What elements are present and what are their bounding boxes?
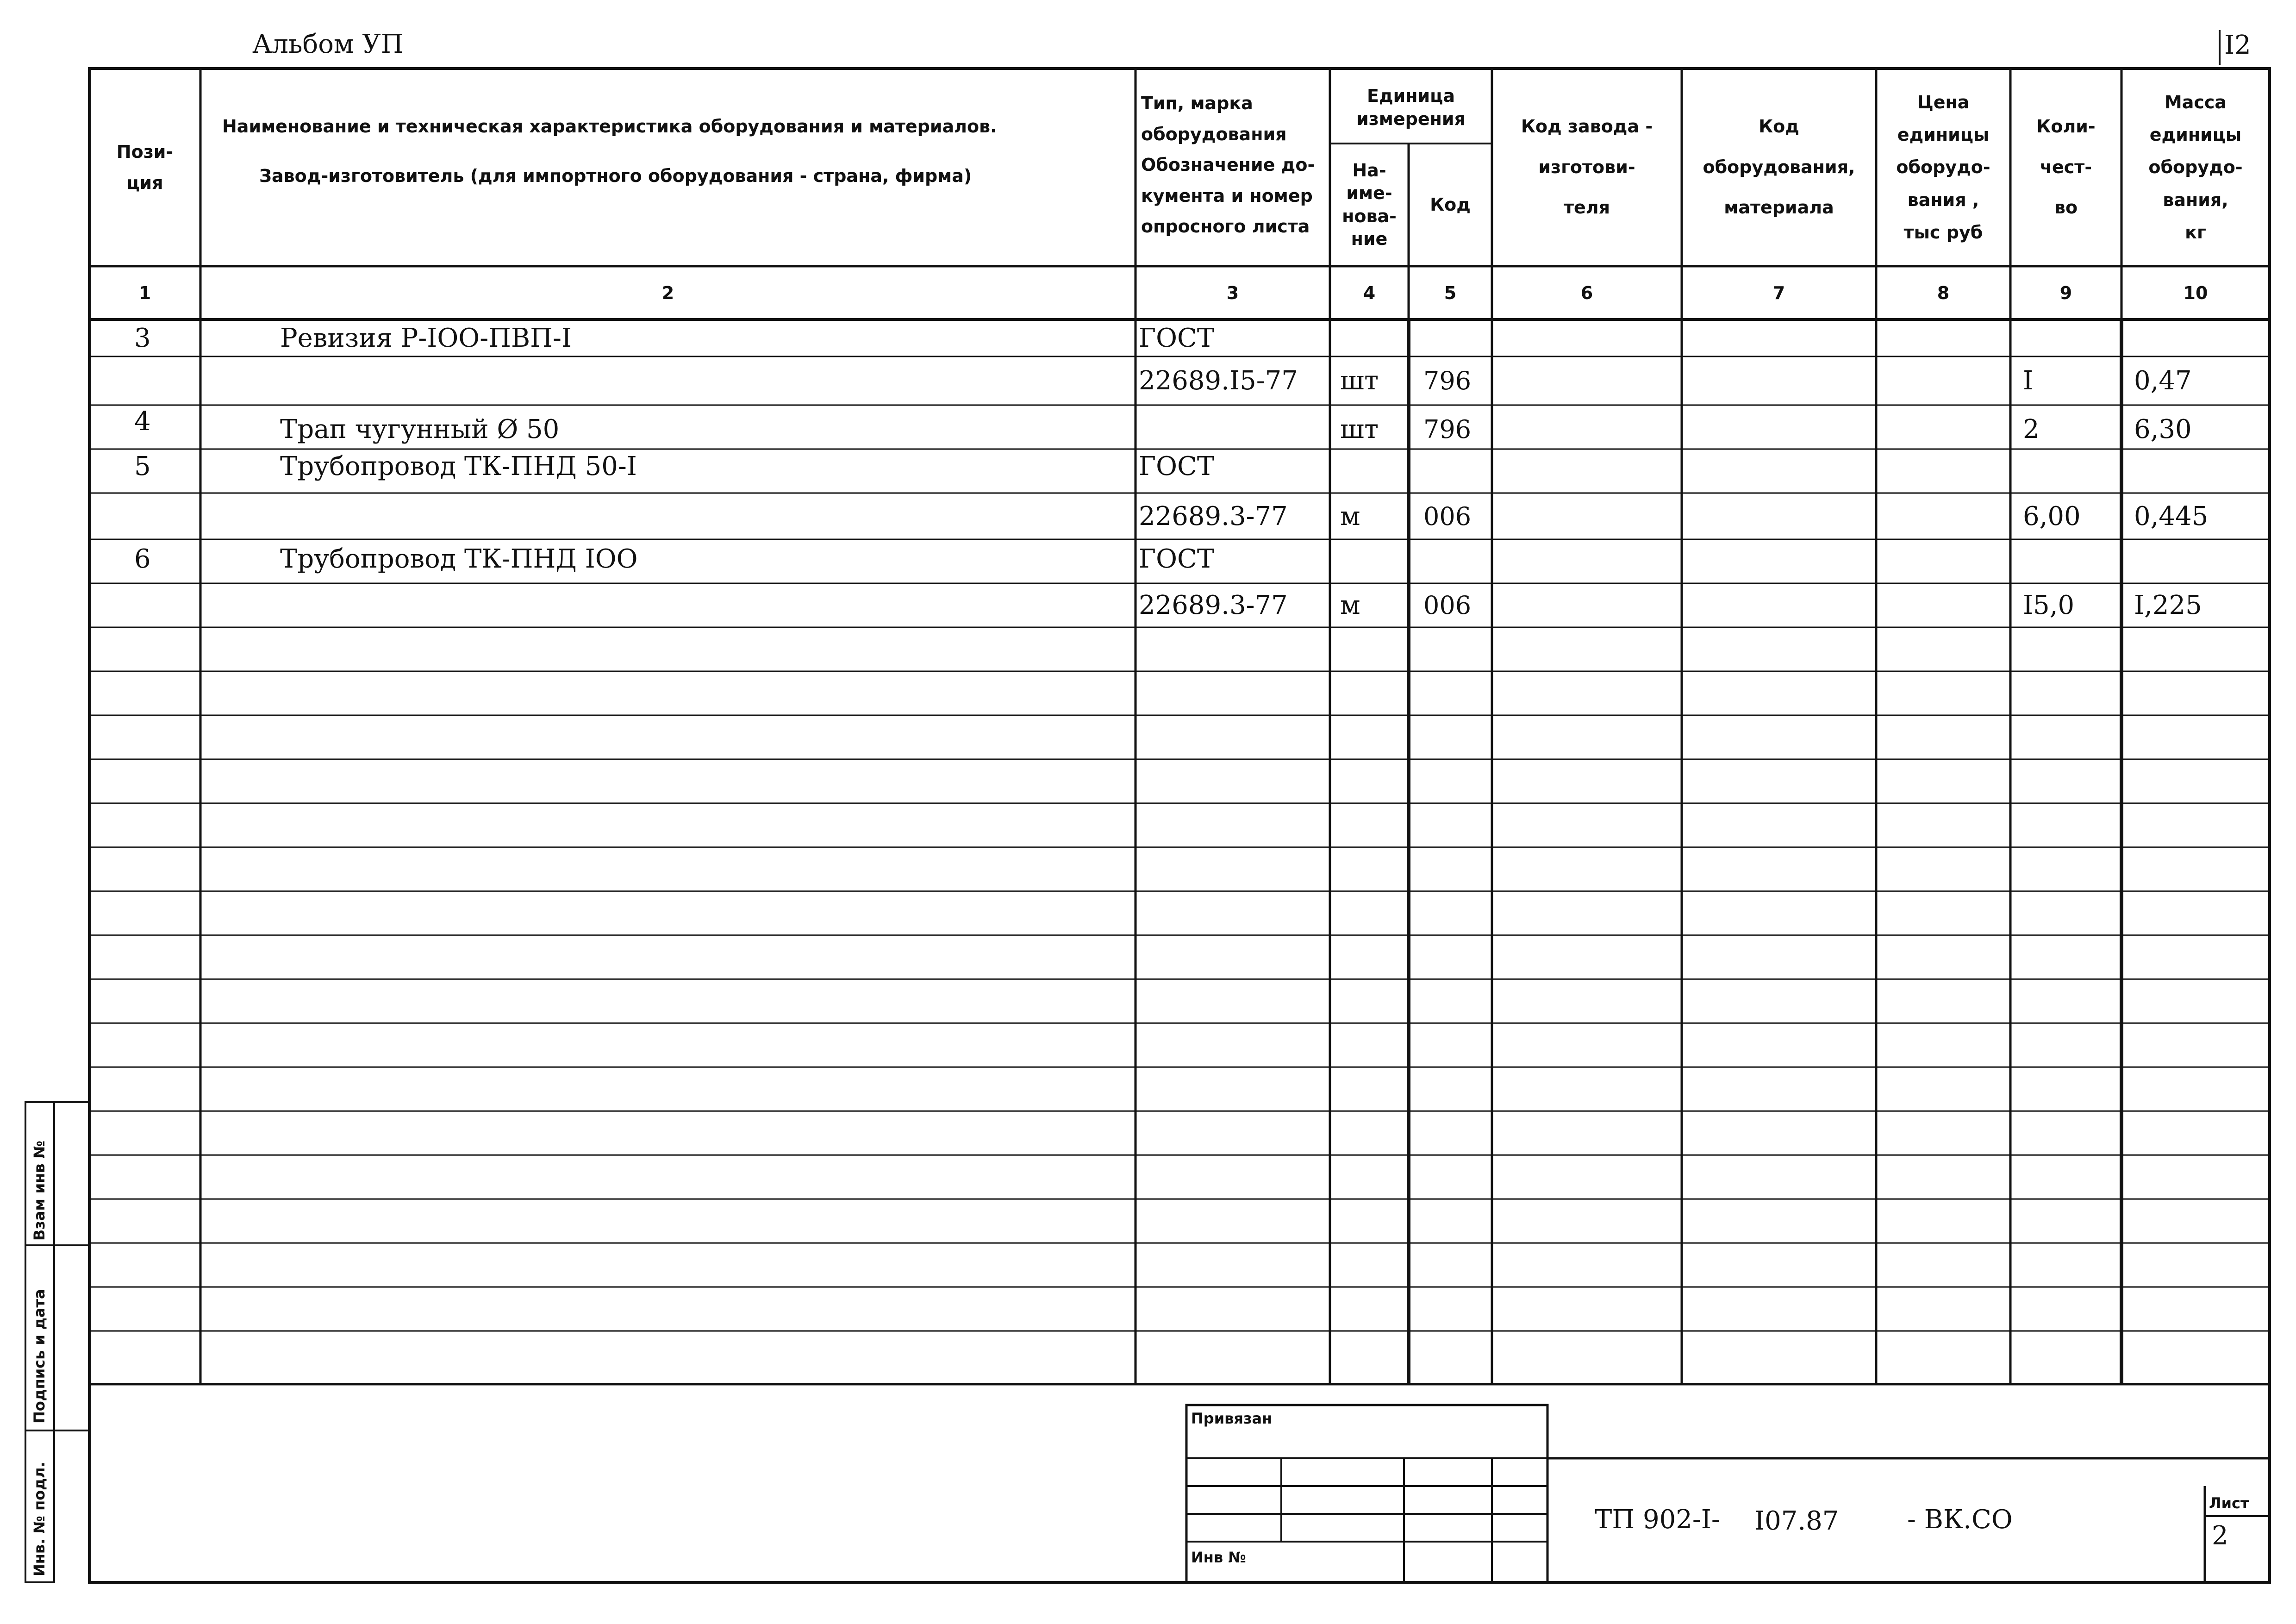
cell-mass: I,225 bbox=[2134, 590, 2202, 620]
sheet-number-top: I2 bbox=[2224, 30, 2251, 60]
header-unit-group: Единица измерения bbox=[1356, 86, 1466, 129]
cell-mass: 0,47 bbox=[2134, 366, 2192, 396]
cell-type: ГОСТ bbox=[1139, 323, 1215, 353]
cell-position: 6 bbox=[134, 544, 151, 574]
cell-name: Трубопровод ТК-ПНД 50-I bbox=[280, 451, 637, 481]
cell-quantity: I bbox=[2023, 366, 2034, 396]
cell-name: Трубопровод ТК-ПНД IОО bbox=[280, 544, 638, 574]
cell-code: 796 bbox=[1423, 415, 1472, 444]
cell-unit: шт bbox=[1340, 366, 1379, 396]
column-number: 5 bbox=[1444, 282, 1457, 303]
designation-suffix: - ВК.СО bbox=[1907, 1505, 2013, 1535]
header-manufacturer-code: Код завода - изготови- теля bbox=[1521, 116, 1653, 218]
column-number: 4 bbox=[1363, 282, 1376, 303]
sheet-label: Лист bbox=[2209, 1494, 2249, 1512]
column-number: 1 bbox=[138, 282, 151, 303]
column-number: 7 bbox=[1772, 282, 1785, 303]
column-number: 2 bbox=[661, 282, 674, 303]
cell-mass: 0,445 bbox=[2134, 501, 2209, 531]
header-quantity: Коли- чест- во bbox=[2036, 116, 2096, 218]
cell-type: ГОСТ bbox=[1139, 451, 1215, 481]
cell-type: ГОСТ bbox=[1139, 544, 1215, 574]
cell-mass: 6,30 bbox=[2134, 414, 2192, 444]
header-mass: Масса единицы оборудо- вания, кг bbox=[2148, 92, 2243, 243]
designation-series: ТП 902-I- bbox=[1595, 1505, 1720, 1535]
designation-number: I07.87 bbox=[1754, 1506, 1839, 1536]
cell-name: Трап чугунный Ø 50 bbox=[280, 414, 560, 444]
header-price: Цена единицы оборудо- вания , тыс руб bbox=[1896, 92, 1990, 243]
header-unit-code: Код bbox=[1430, 194, 1471, 215]
cell-quantity: 6,00 bbox=[2023, 501, 2081, 531]
column-number: 9 bbox=[2059, 282, 2072, 303]
side-stamp-replacement: Взам инв № bbox=[31, 1140, 48, 1241]
inventory-number-label: Инв № bbox=[1191, 1549, 1246, 1566]
cell-unit: м bbox=[1340, 590, 1360, 620]
header-unit-name: На- име- нова- ние bbox=[1342, 160, 1397, 249]
column-number: 6 bbox=[1580, 282, 1593, 303]
column-number: 3 bbox=[1226, 282, 1239, 303]
cell-code: 796 bbox=[1423, 366, 1472, 395]
sheet-value: 2 bbox=[2212, 1521, 2228, 1551]
header-equipment-code: Код оборудования, материала bbox=[1703, 116, 1855, 218]
side-stamp-original-inventory: Инв. № подл. bbox=[31, 1462, 48, 1576]
cell-unit: шт bbox=[1340, 414, 1379, 444]
header-name bbox=[222, 111, 1129, 191]
column-number: 10 bbox=[2183, 282, 2208, 303]
cell-position: 3 bbox=[134, 323, 151, 353]
cell-code: 006 bbox=[1423, 591, 1472, 620]
cell-position: 5 bbox=[134, 451, 151, 481]
cell-name: Ревизия Р-IОО-ПВП-I bbox=[280, 323, 572, 353]
column-number: 8 bbox=[1937, 282, 1950, 303]
cell-quantity: 2 bbox=[2023, 414, 2040, 444]
header-position: Пози- ция bbox=[116, 142, 174, 193]
side-stamp-signature-date: Подпись и дата bbox=[31, 1289, 48, 1424]
cell-quantity: I5,0 bbox=[2023, 590, 2075, 620]
album-label: Альбом УП bbox=[252, 29, 404, 59]
cell-type: 22689.I5-77 bbox=[1139, 366, 1298, 396]
cell-position: 4 bbox=[134, 406, 151, 437]
privyazan-label: Привязан bbox=[1191, 1410, 1273, 1427]
cell-type: 22689.3-77 bbox=[1139, 590, 1288, 620]
cell-unit: м bbox=[1340, 501, 1360, 531]
cell-code: 006 bbox=[1423, 501, 1472, 531]
header-name-line2: Завод-изготовитель (для импортного оборудования - страна, фирма) bbox=[259, 165, 972, 186]
header-name-line1: Наименование и техническая характеристика оборудования и материалов. bbox=[222, 116, 997, 137]
cell-type: 22689.3-77 bbox=[1139, 501, 1288, 531]
header-type: Тип, марка оборудования Обозначение до- кумента и номер опросного листа bbox=[1141, 93, 1315, 237]
